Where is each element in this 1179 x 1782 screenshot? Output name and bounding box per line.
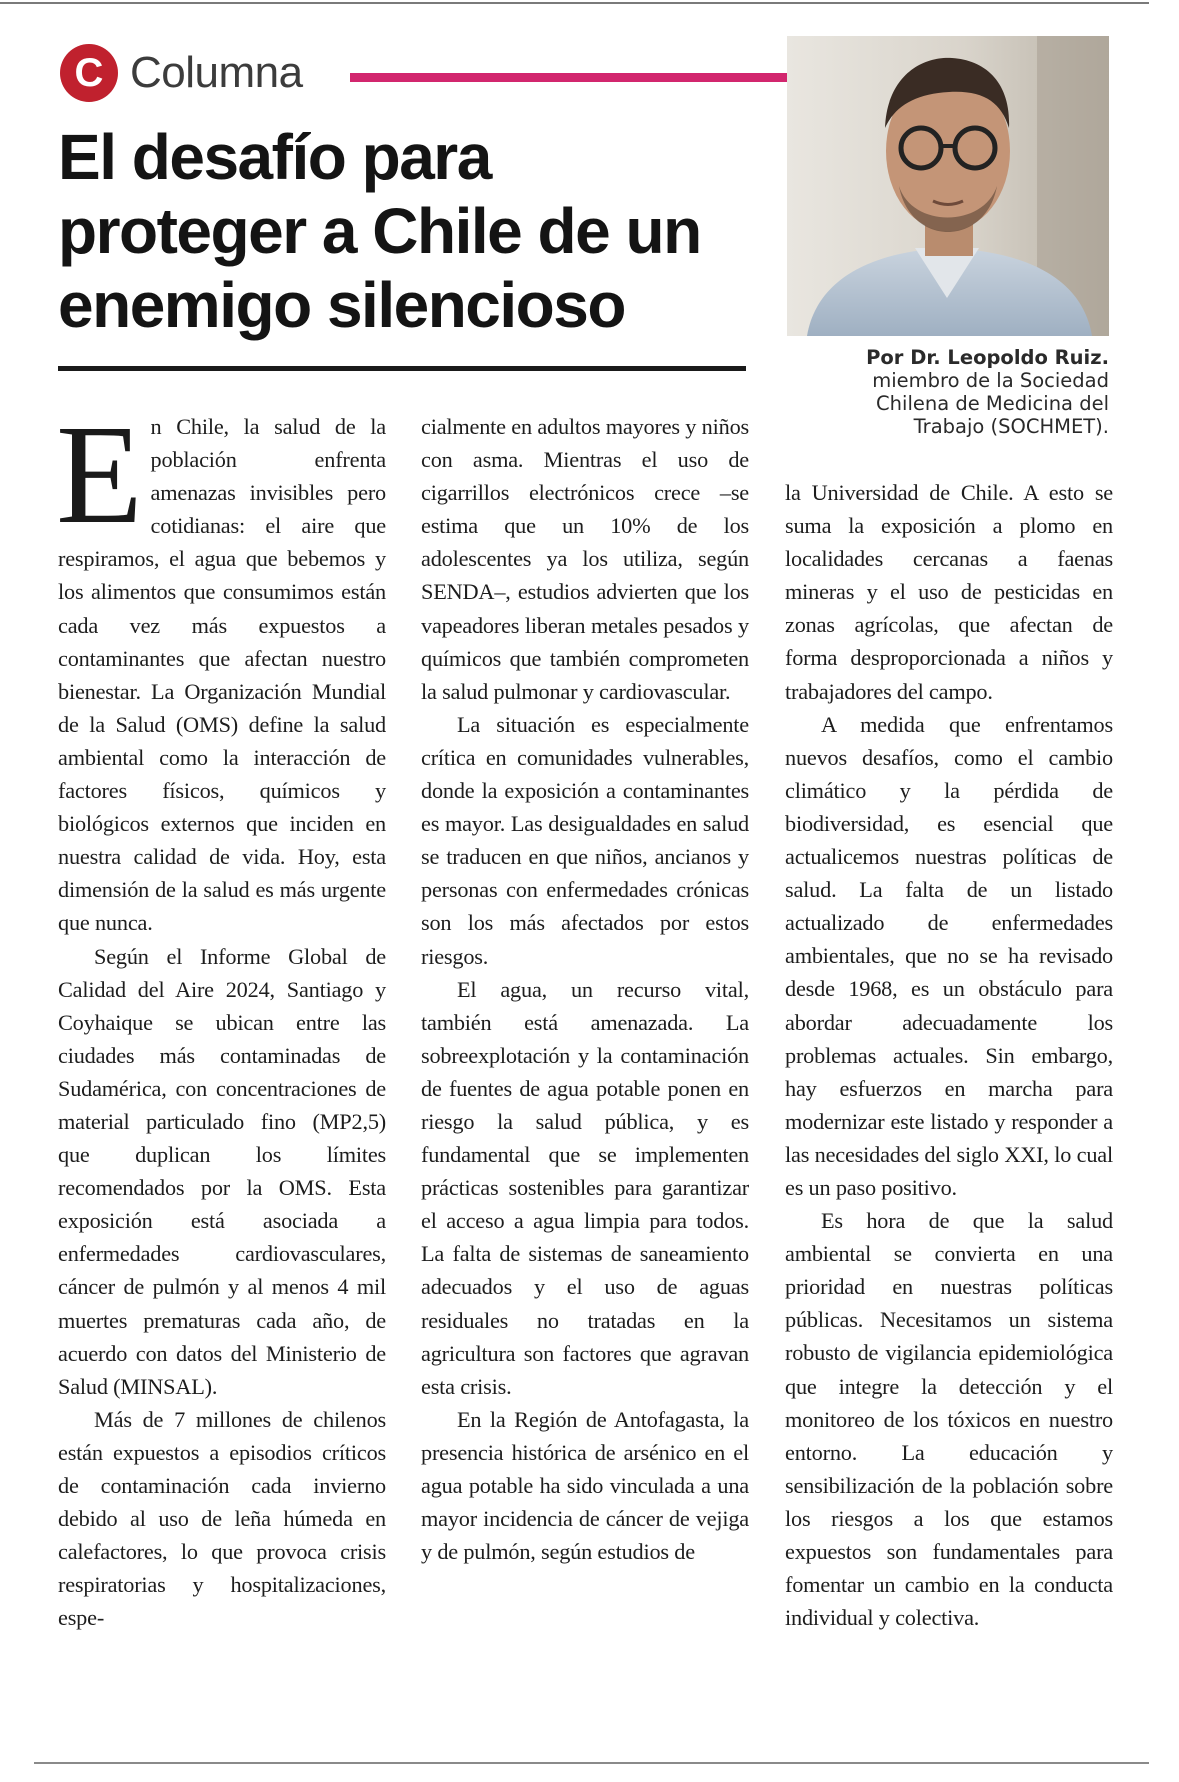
paragraph: El agua, un recurso vital, también está amenazada. La sobreexplotación y la contaminación de fuentes de agua potable ponen en riesgo la salud pública, y es fundamental que se implementen prácticas sostenibles para garantizar el acceso a agua limpia para todos. La falta de sistemas de saneamiento adecuados y el uso de aguas residuales no tratadas en la agricultura son factores que agravan esta crisis. <box>421 976 749 1399</box>
paragraph: A medida que enfrentamos nuevos desafíos, como el cambio climático y la pérdida de biodiversidad, es esencial que actualicemos nuestras políticas de salud. La falta de un listado actualizado de enfermedades ambientales, que no se ha revisado desde 1968, es un obstáculo para abordar adecuadamente los problemas actuales. Sin embargo, hay esfuerzos en marcha para modernizar este listado y responder a las necesidades del siglo XXI, lo cual es un paso positivo. <box>785 711 1113 1200</box>
article-column-1 <box>56 395 386 1634</box>
headline-line-1: El desafío para <box>58 121 491 193</box>
headline-line-2: proteger a Chile de un <box>58 195 701 267</box>
top-rule <box>0 2 1149 4</box>
byline-author: Por Dr. Leopoldo Ruiz. <box>866 346 1109 369</box>
article-column-3 <box>785 476 1113 1634</box>
byline <box>787 346 1109 438</box>
section-accent-bar <box>350 73 787 82</box>
author-portrait-image <box>787 36 1109 336</box>
paragraph: En la Región de Antofagasta, la presencia histórica de arsénico en el agua potable ha sido vinculada a una mayor incidencia de cáncer de vejiga y de pulmón, según estudios de <box>421 1406 749 1565</box>
byline-role-line-2: Chilena de Medicina del <box>876 392 1109 415</box>
paragraph: La situación es especialmente crítica en comunidades vulnerables, donde la exposición a contaminantes es mayor. Las desigualdades en salud se traducen en que niños, ancianos y personas con enfermedades crónicas son los más afectados por estos riesgos. <box>421 711 749 969</box>
bottom-rule <box>34 1762 1149 1764</box>
paragraph: Es hora de que la salud ambiental se convierta en una prioridad en nuestras políticas públicas. Necesitamos un sistema robusto de vigilancia epidemiológica que integre la detección y el monitoreo de los tóxicos en nuestro entorno. La educación y sensibilización de la población sobre los riesgos a los que estamos expuestos son fundamentales para fomentar un cambio en la conducta individual y colectiva. <box>785 1208 1113 1631</box>
headline <box>58 120 758 342</box>
headline-line-3: enemigo silencioso <box>58 269 625 341</box>
section-badge: C <box>60 44 118 102</box>
headline-rule <box>58 366 746 371</box>
paragraph: cialmente en adultos mayores y niños con asma. Mientras el uso de cigarrillos electrónicos crece –se estima que un 10% de los adolescentes ya los utiliza, según SENDA–, estudios advierten que los vapeadores liberan metales pesados y químicos que también comprometen la salud pulmonar y cardiovascular. <box>421 414 749 704</box>
byline-role-line-1: miembro de la Sociedad <box>872 369 1109 392</box>
section-label <box>60 44 303 102</box>
article-column-2 <box>421 410 749 1568</box>
paragraph: n Chile, la salud de la población enfrenta amenazas invisibles pero cotidianas: el aire que respiramos, el agua que bebemos y los alimentos que consumimos están cada vez más expuestos a contaminantes que afectan nuestro bienestar. La Organización Mundial de la Salud (OMS) define la salud ambiental como la interacción de factores físicos, químicos y biológicos externos que inciden en nuestra calidad de vida. Hoy, esta dimensión de la salud es más urgente que nunca. <box>58 414 386 936</box>
section-name: Columna <box>130 48 303 97</box>
byline-role-line-3: Trabajo (SOCHMET). <box>913 415 1109 438</box>
paragraph: la Universidad de Chile. A esto se suma la exposición a plomo en localidades cercanas a faenas mineras y el uso de pesticidas en zonas agrícolas, que afectan de forma desproporcionada a niños y trabajadores del campo. <box>785 480 1113 704</box>
paragraph: Más de 7 millones de chilenos están expuestos a episodios críticos de contaminación cada invierno debido al uso de leña húmeda en calefactores, lo que provoca crisis respiratorias y hospitalizaciones, espe- <box>58 1406 386 1631</box>
paragraph: Según el Informe Global de Calidad del Aire 2024, Santiago y Coyhaique se ubican entre las ciudades más contaminadas de Sudamérica, con concentraciones de material particulado fino (MP2,5) que duplican los límites recomendados por la OMS. Esta exposición está asociada a enfermedades cardiovasculares, cáncer de pulmón y al menos 4 mil muertes prematuras cada año, de acuerdo con datos del Ministerio de Salud (MINSAL). <box>58 943 386 1399</box>
author-photo <box>787 36 1109 336</box>
drop-cap: E <box>56 395 143 553</box>
